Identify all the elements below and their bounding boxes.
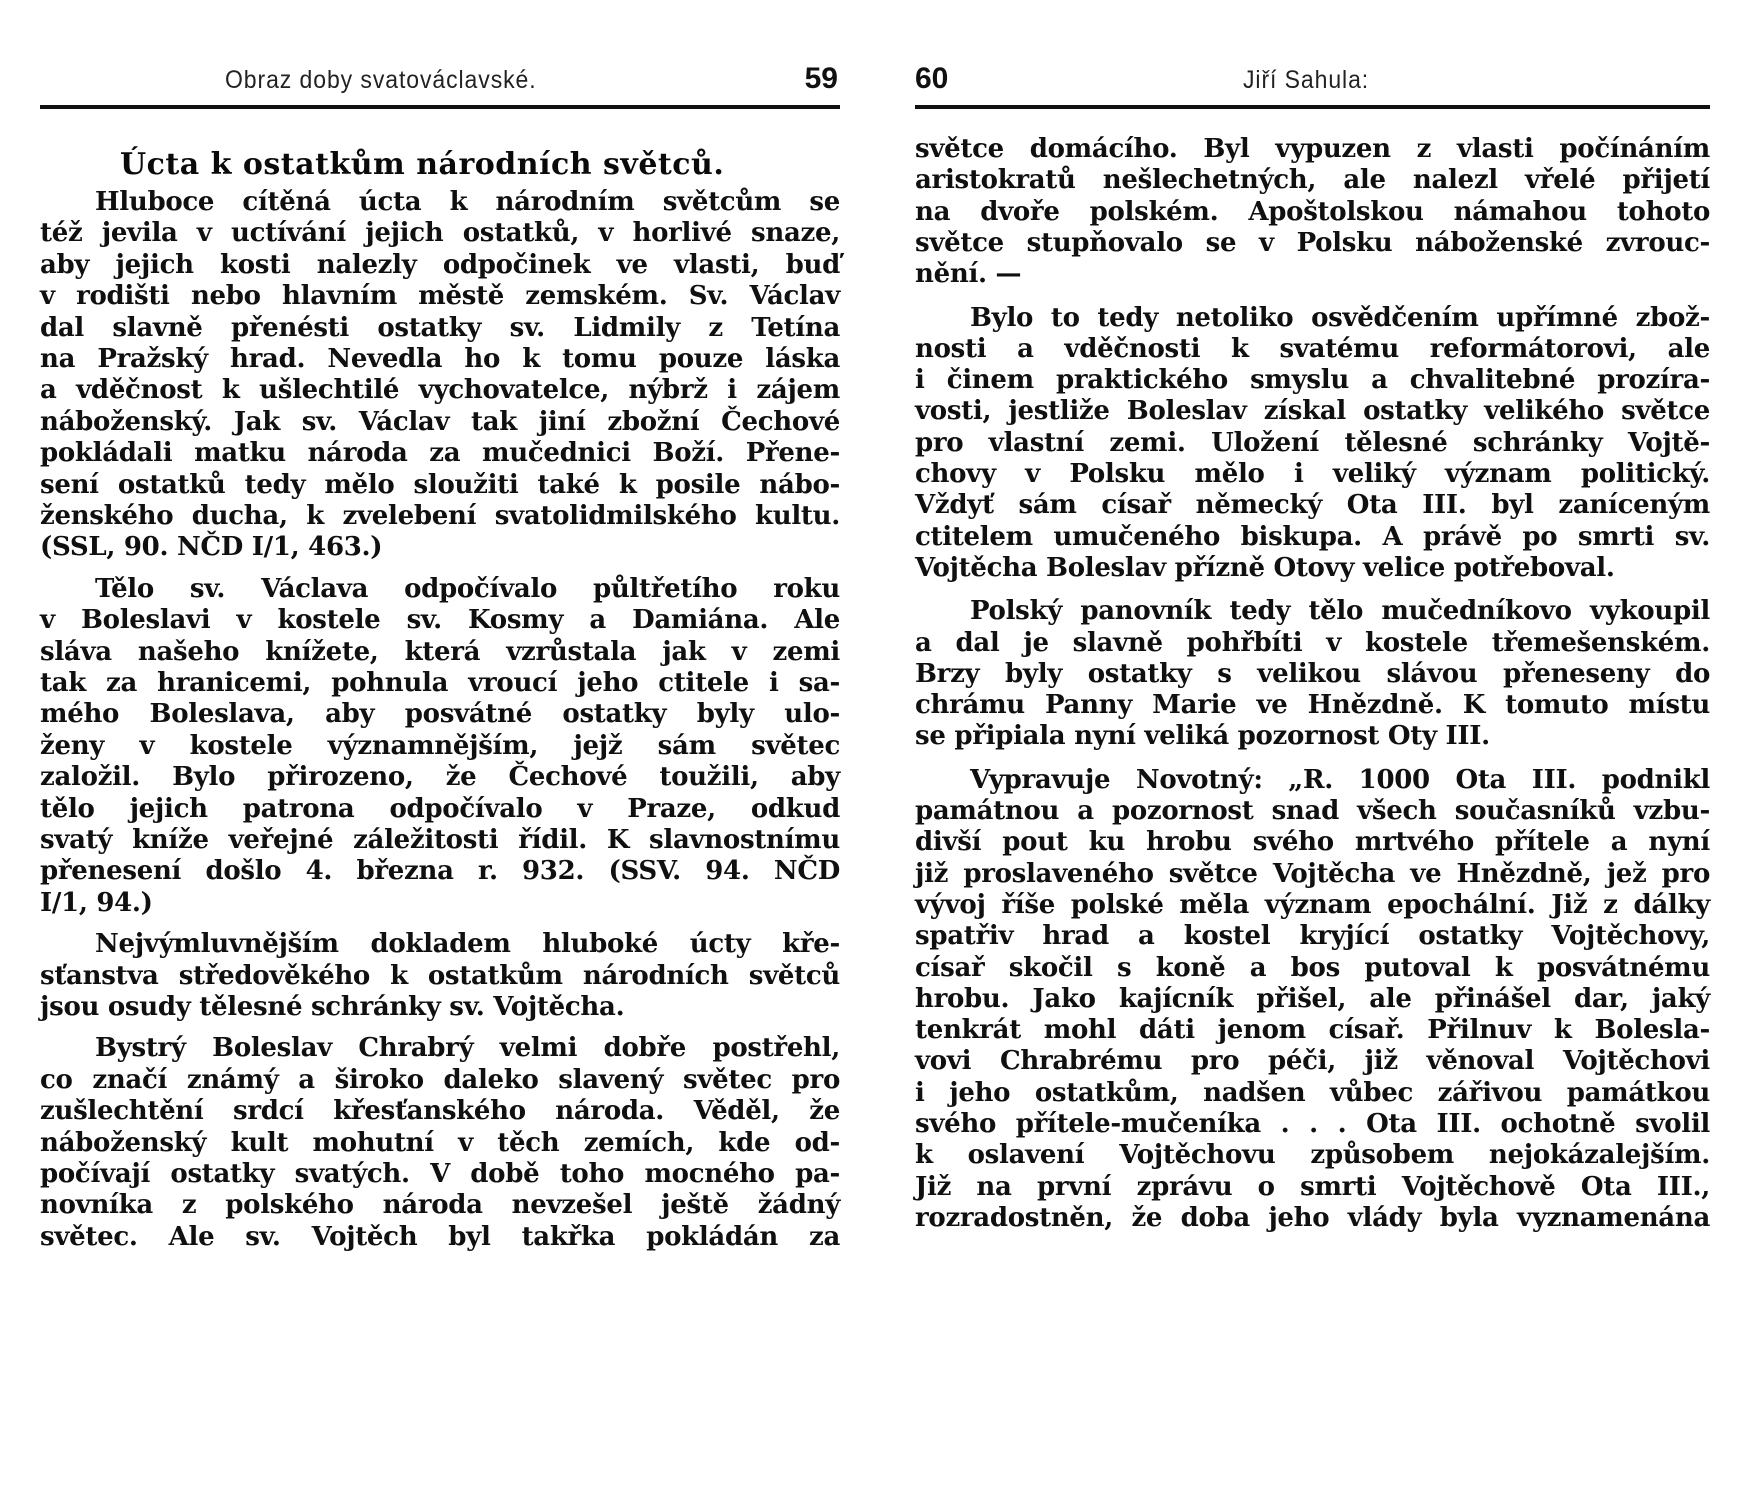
text-line: chovy v Polsku mělo i veliký význam politický.: [915, 459, 1710, 489]
text-line: Vojtěcha Boleslav přízně Otovy velice potřeboval.: [915, 552, 1615, 583]
text-line: již proslaveného světce Vojtěcha ve Hnězdně, jež pro: [915, 858, 1710, 889]
text-line: též jevila v uctívání jejich ostatků, v horlivé snaze,: [40, 218, 840, 249]
text-line: památnou a pozornost snad všech současníků vzbu-: [915, 796, 1710, 826]
running-head-left: [40, 62, 840, 98]
text-line: ženy v kostele významnějším, jejž sám světec: [40, 730, 840, 761]
text-line: tenkrát mohl dáti jenom císař. Přilnuv k Bolesla-: [915, 1015, 1710, 1046]
text-line: aristokratů nešlechetných, ale nalezl vřelé přijetí: [915, 165, 1710, 196]
text-line: nění. —: [915, 259, 1022, 290]
text-line: tělo jejich patrona odpočívalo v Praze, odkud: [40, 793, 840, 824]
text-line: založil. Bylo přirozeno, že Čechové toužili, aby: [40, 762, 840, 793]
text-line: dal slavně přenésti ostatky sv. Lidmily z Tetína: [40, 312, 840, 343]
text-line: ctitelem umučeného biskupa. A právě po smrti sv.: [915, 521, 1710, 552]
text-line: aby jejich kosti nalezly odpočinek ve vlasti, buď: [40, 249, 840, 280]
text-line: spatřiv hrad a kostel kryjící ostatky Vojtěchovy,: [915, 921, 1710, 952]
text-line: nosti a vděčnosti k svatému reformátorovi, ale: [915, 333, 1710, 364]
text-line: v rodišti nebo hlavním městě zemském. Sv. Václav: [40, 281, 840, 312]
running-head-right: [915, 62, 1710, 98]
text-line: světce stupňovalo se v Polsku náboženské zvrouc-: [915, 227, 1710, 258]
text-line: (SSL, 90. NČD I/1, 463.): [40, 532, 383, 563]
text-line: Vypravuje Novotný: „R. 1000 Ota III. podnikl: [970, 764, 1710, 795]
text-line: počívají ostatky svatých. V době toho mocného pa-: [40, 1159, 840, 1189]
text-line: přenesení došlo 4. března r. 932. (SSV. 94. NČD: [40, 856, 840, 887]
text-line: hrobu. Jako kajícník přišel, ale přinášel dar, jaký: [915, 983, 1710, 1014]
text-line: ženského ducha, k zvelebení svatolidmilského kultu.: [40, 501, 840, 531]
page-number: 60: [915, 62, 949, 95]
text-line: sení ostatků tedy mělo sloužiti také k posile nábo-: [40, 469, 840, 500]
text-line: zušlechtění srdcí křesťanského národa. Věděl, že: [40, 1096, 840, 1127]
text-line: vosti, jestliže Boleslav získal ostatky velikého světce: [915, 396, 1710, 427]
left-page: [40, 0, 840, 1500]
text-line: a vděčnost k ušlechtilé vychovatelce, nýbrž i zájem: [40, 375, 840, 406]
text-line: rozradostněn, že doba jeho vlády byla vyznamenána: [915, 1202, 1710, 1233]
text-line: na dvoře polském. Apoštolskou námahou tohoto: [915, 196, 1710, 227]
text-line: Již na první zprávu o smrti Vojtěchově Ota III.,: [915, 1171, 1710, 1202]
text-line: chrámu Panny Marie ve Hnězdně. K tomuto místu: [915, 690, 1710, 721]
text-line: novníka z polského národa nevzešel ještě žádný: [40, 1190, 840, 1221]
header-rule: [915, 105, 1710, 109]
text-line: tak za hranicemi, pohnula vroucí jeho ctitele i sa-: [40, 668, 840, 698]
text-line: světec. Ale sv. Vojtěch byl takřka pokládán za: [40, 1221, 840, 1252]
text-line: v Boleslavi v kostele sv. Kosmy a Damiána. Ale: [40, 605, 840, 636]
running-title: Obraz doby svatováclavské.: [225, 66, 537, 94]
text-line: Bystrý Boleslav Chrabrý velmi dobře postřehl,: [95, 1033, 840, 1064]
text-line: vývoj říše polské měla význam epochální. Již z dálky: [915, 889, 1710, 920]
text-line: náboženský kult mohutní v těch zemích, kde od-: [40, 1127, 840, 1158]
text-line: na Pražský hrad. Nevedla ho k tomu pouze láska: [40, 344, 840, 374]
running-title: Jiří Sahula:: [1243, 66, 1370, 94]
text-line: vovi Chrabrému pro péči, již věnoval Vojtěchovi: [915, 1046, 1710, 1077]
text-line: Hluboce cítěná úcta k národním světcům se: [95, 187, 840, 217]
text-line: pokládali matku národa za mučednici Boží. Přene-: [40, 438, 840, 469]
text-line: jsou osudy tělesné schránky sv. Vojtěcha.: [40, 992, 625, 1022]
text-line: svatý kníže veřejné záležitosti řídil. K slavnostnímu: [40, 825, 840, 855]
text-line: sláva našeho knížete, která vzrůstala jak v zemi: [40, 636, 840, 667]
text-line: svého přítele-mučeníka . . . Ota III. ochotně svolil: [915, 1109, 1710, 1139]
text-line: mého Boleslava, aby posvátné ostatky byly ulo-: [40, 699, 840, 730]
text-line: Nejvýmluvnějším dokladem hluboké úcty kře-: [95, 929, 840, 960]
text-line: Vždyť sám císař německý Ota III. byl zaníceným: [915, 490, 1710, 521]
text-line: Brzy byly ostatky s velikou slávou přeneseny do: [915, 658, 1710, 689]
text-line: a dal je slavně pohřbíti v kostele třemešenském.: [915, 627, 1710, 658]
page-number: 59: [804, 62, 838, 95]
text-line: Polský panovník tedy tělo mučedníkovo vykoupil: [970, 596, 1710, 627]
text-line: k oslavení Vojtěchovu způsobem nejokázalejším.: [915, 1140, 1710, 1171]
text-line: i jeho ostatkům, nadšen vůbec zářivou památkou: [915, 1077, 1710, 1108]
text-line: císař skočil s koně a bos putoval k posvátnému: [915, 952, 1710, 983]
text-line: náboženský. Jak sv. Václav tak jiní zbožní Čechové: [40, 406, 840, 437]
text-line: světce domácího. Byl vypuzen z vlasti počínáním: [915, 134, 1710, 164]
right-page: [915, 0, 1710, 1500]
text-line: sťanstva středověkého k ostatkům národních světců: [40, 960, 840, 991]
section-heading: Úcta k ostatkům národních světců.: [120, 147, 725, 182]
text-line: I/1, 94.): [40, 887, 153, 918]
text-line: pro vlastní zemi. Uložení tělesné schránky Vojtě-: [915, 427, 1710, 458]
text-line: i činem praktického smyslu a chvalitebné prozíra-: [915, 365, 1710, 396]
text-line: divší pout ku hrobu svého mrtvého přítele a nyní: [915, 827, 1710, 858]
text-line: Tělo sv. Václava odpočívalo půltřetího roku: [95, 573, 840, 604]
header-rule: [40, 105, 840, 109]
text-line: se připiala nyní veliká pozornost Oty III.: [915, 721, 1490, 752]
text-line: co značí známý a široko daleko slavený světec pro: [40, 1064, 840, 1095]
text-line: Bylo to tedy netoliko osvědčením upřímné zbož-: [970, 302, 1710, 333]
